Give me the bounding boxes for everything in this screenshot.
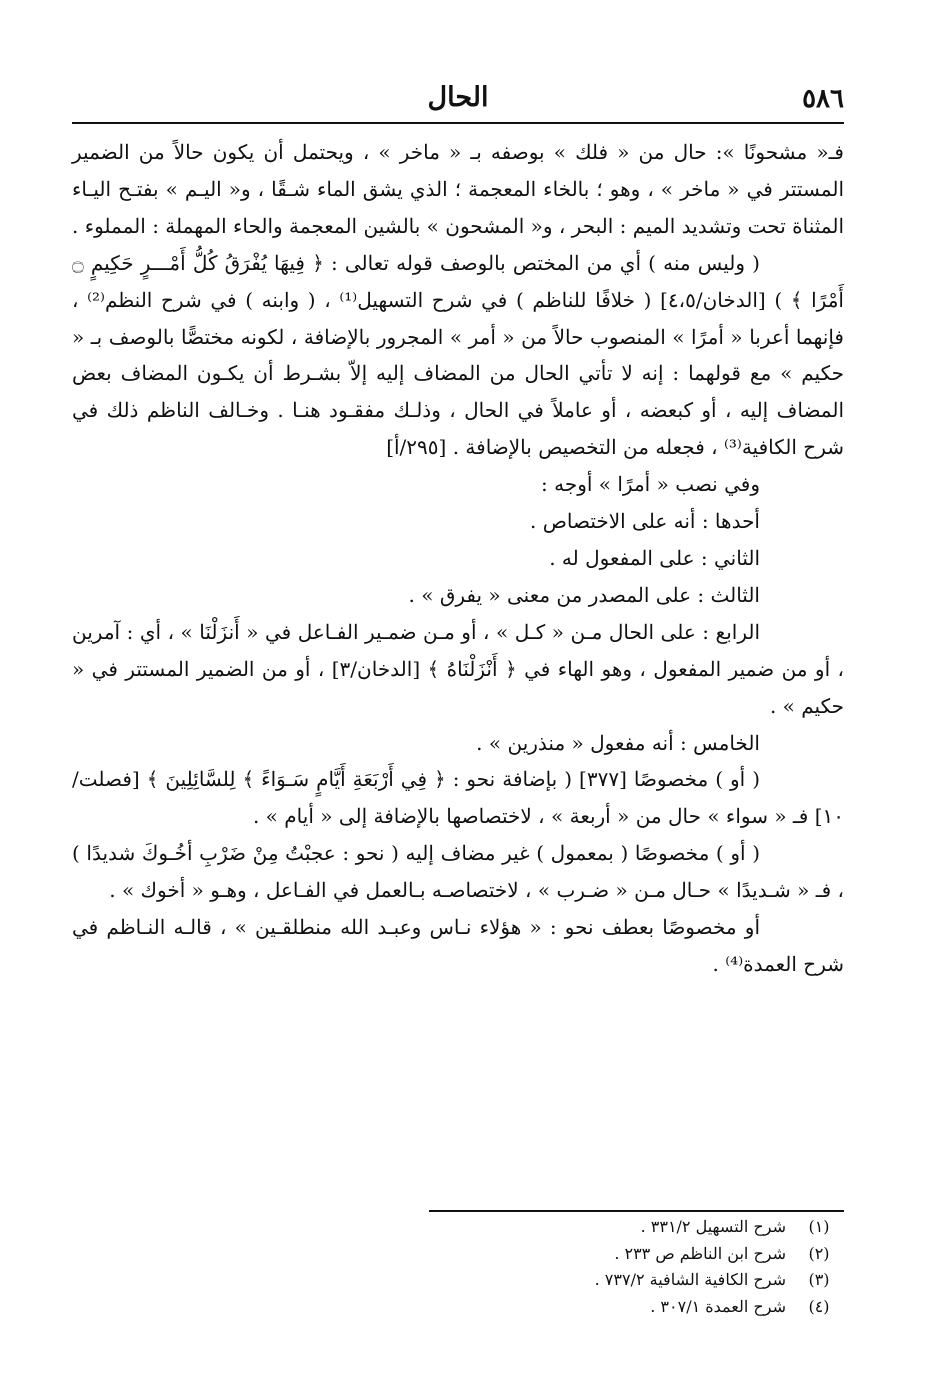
footnote-number: (١): [808, 1217, 830, 1236]
footnote-item: [72, 1294, 844, 1321]
footnote-divider: [429, 1210, 844, 1212]
footnote-text: شرح العمدة ٣٠٧/١ .: [650, 1296, 786, 1316]
header-divider: [72, 122, 844, 124]
paragraph: أحدها : أنه على الاختصاص .: [530, 509, 760, 534]
paragraph: وفي نصب « أمرًا » أوجه :: [541, 472, 760, 497]
footnote-item: [72, 1241, 844, 1268]
footnotes: [72, 1214, 844, 1320]
footnote-number: (٤): [808, 1296, 830, 1316]
page-number: ٥٨٦: [802, 84, 844, 114]
main-text: [72, 134, 844, 983]
paragraph: الثاني : على المفعول له .: [549, 545, 760, 570]
page-header: [72, 78, 844, 122]
footnote-number: (٢): [808, 1243, 830, 1263]
footnote-number: (٣): [808, 1270, 830, 1289]
paragraph: الرابع : على الحال مـن « كـل » ، أو مـن ضمـير الفـاعل في « أَنزَلْنَا » ، أي : آمرين ، أو من ضمير المفعول ، وهو الهاء في ﴿ أَنْزَلْنَاهُ ﴾ [الدخان/٣] ، أو من الضمير المستتر في « حكيم » .: [72, 619, 845, 718]
paragraph: ( أو ) مخصوصًا ( بمعمول ) غير مضاف إليه ( نحو : عجبْتُ مِنْ ضَرْبِ أخُـوكَ شديدًا ) ، فـ « شـديدًا » حـال مـن « ضـرب » ، لاختصاصـه بـالعمل في الفـاعل ، وهـو « أخوك » .: [72, 841, 844, 903]
footnote-text: شرح التسهيل ٣٣١/٢ .: [640, 1217, 786, 1236]
chapter-title: الحال: [427, 82, 489, 113]
paragraph: ( وليس منه ) أي من المختص بالوصف قوله تعالى : ﴿ فِيهَا يُفْرَقُ كُلُّ أَمْـــرٍ حَكِيمٍ ۝ أَمْرًا ﴾ ) [الدخان/٤،٥] ( خلافًا للناظم ) في شرح التسهيل⁽¹⁾ ، ( وابنه ) في شرح النظم⁽²⁾ ، فإنهما أعربا « أمرًا » المنصوب حالاً من « أمر » المجرور بالإضافة ، لكونه مختصًّا بالوصف بـ « حكيم » مع قولهما : إنه لا تأتي الحال من المضاف إليه إلاّ بشـرط أن يكـون المضاف بعض المضاف إليه ، أو كبعضه ، أو عاملاً في الحال ، وذلـك مفقـود هنـا . وخـالف الناظم ذلك في شرح الكافية⁽³⁾ ، فجعله من التخصيص بالإضافة . [٢٩٥/أ]: [72, 250, 844, 460]
paragraph: الخامس : أنه مفعول « منذرين » .: [476, 730, 760, 755]
footnote-item: [72, 1214, 844, 1241]
paragraph: فـ« مشحونًا »: حال من « فلك » بوصفه بـ « ماخر » ، ويحتمل أن يكون حالاً من الضمير المستتر في « ماخر » ، وهو ؛ بالخاء المعجمة ؛ الذي يشق الماء شـقًا ، و« اليـم » بفتـح اليـاء المثناة تحت وتشديد الميم : البحر ، و« المشحون » بالشين المعجمة والحاء المهملة : المملوء .: [71, 140, 844, 238]
paragraph: ( أو ) مخصوصًا [٣٧٧] ( بإضافة نحو : ﴿ فِي أَرْبَعَةِ أَيَّامٍ سَـوَاءً ﴾ لِلسَّائِلِينَ ﴾ [فصلت/١٠] فـ « سواء » حال من « أربعة » ، لاختصاصها بالإضافة إلى « أيام » .: [72, 767, 844, 829]
footnote-text: شرح ابن الناظم ص ٢٣٣ .: [614, 1243, 786, 1263]
paragraph: الثالث : على المصدر من معنى « يفرق » .: [408, 582, 760, 607]
footnote-item: [72, 1267, 844, 1294]
paragraph: أو مخصوصًا بعطف نحو : « هؤلاء نـاس وعبـد الله منطلقـين » ، قالـه النـاظم في شرح العمدة⁽⁴⁾ .: [72, 915, 844, 976]
footnote-text: شرح الكافية الشافية ٧٣٧/٢ .: [594, 1270, 786, 1289]
